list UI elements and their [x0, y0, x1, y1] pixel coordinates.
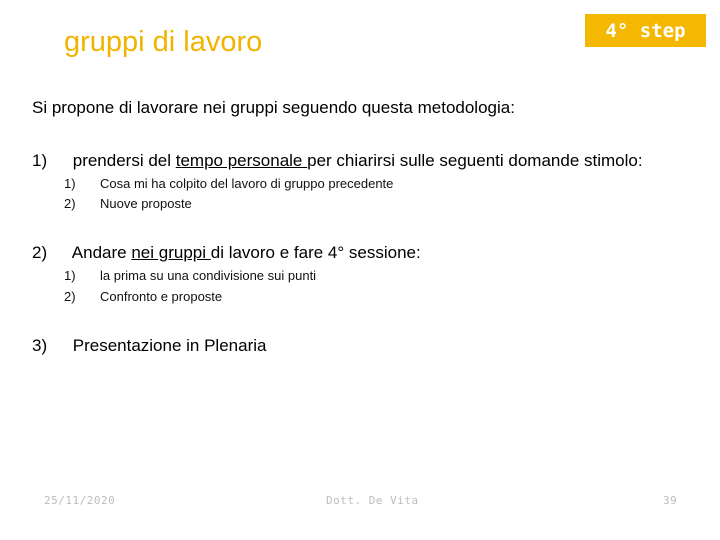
step-badge: 4° step: [585, 14, 706, 47]
list-item-2: [32, 243, 421, 263]
sub-item-text: Cosa mi ha colpito del lavoro di gruppo precedente: [100, 176, 394, 191]
sub-item-2-1: [64, 268, 316, 283]
list-item-text-before: Andare: [71, 243, 132, 262]
list-item-text-before: prendersi del: [72, 151, 176, 170]
slide-title: gruppi di lavoro: [64, 26, 263, 58]
list-item-number: 1): [32, 151, 48, 170]
sub-item-number: 1): [64, 176, 76, 191]
sub-item-2-2: [64, 289, 222, 304]
list-item-number: 3): [32, 336, 48, 355]
sub-item-number: 2): [64, 196, 76, 211]
list-item-1: [32, 151, 643, 171]
sub-item-number: 1): [64, 268, 76, 283]
list-item-emphasis: nei gruppi: [131, 243, 211, 262]
list-item-emphasis: tempo personale: [175, 151, 308, 170]
footer-page-number: 39: [663, 494, 678, 507]
list-item-text: Presentazione in Plenaria: [72, 336, 267, 355]
footer-author: Dott. De Vita: [326, 494, 419, 507]
sub-item-text: la prima su una condivisione sui punti: [100, 268, 317, 283]
list-item-text-after: di lavoro e fare 4° sessione:: [210, 243, 421, 262]
footer-date: 25/11/2020: [44, 494, 116, 507]
list-item-text-after: per chiarirsi sulle seguenti domande stimolo:: [307, 151, 643, 170]
list-item-3: [32, 336, 266, 356]
list-item-number: 2): [32, 243, 48, 262]
sub-item-1-2: [64, 196, 192, 211]
sub-item-text: Confronto e proposte: [100, 289, 223, 304]
sub-item-number: 2): [64, 289, 76, 304]
sub-item-1-1: [64, 176, 393, 191]
intro-text: Si propone di lavorare nei gruppi seguendo questa metodologia:: [32, 98, 515, 117]
sub-item-text: Nuove proposte: [100, 196, 192, 211]
